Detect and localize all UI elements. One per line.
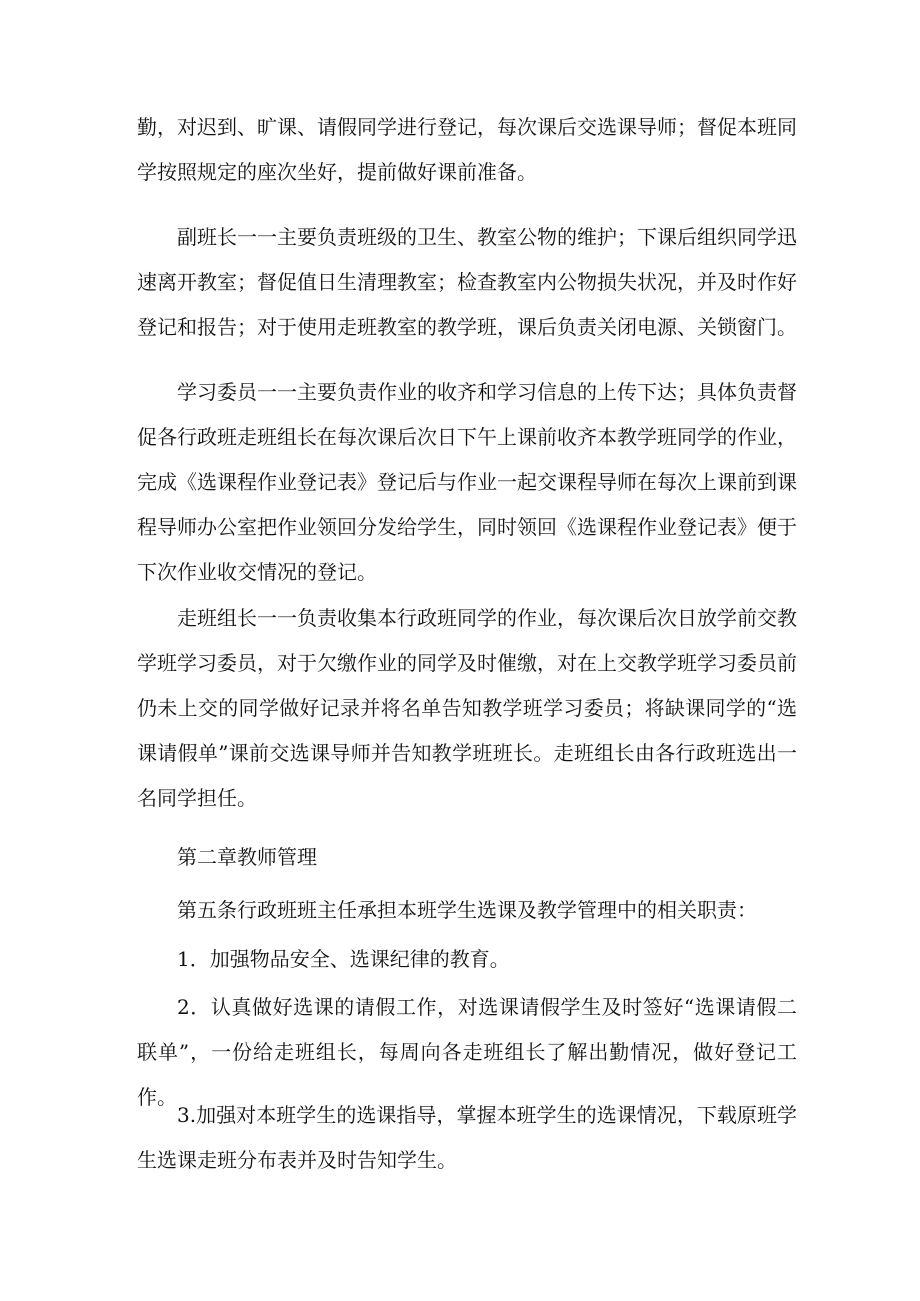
paragraph-group-leader: 走班组长一一负责收集本行政班同学的作业，每次课后次日放学前交教学班学习委员，对于欠缴作业的同学及时催缴，对在上交教学班学习委员前仍未上交的同学做好记录并将名单告知教学班学习委员；将缺课同学的“选课请假单”课前交选课导师并告知教学班班长。走班组长由各行政班选出一名同学担任。 [137,606,797,810]
paragraph-study-committee: 学习委员一一主要负责作业的收齐和学习信息的上传下达；具体负责督促各行政班走班组长在每次课后次日下午上课前收齐本教学班同学的作业，完成《选课程作业登记表》登记后与作业一起交课程导师在每次上课前到课程导师办公室把作业领回分发给学生，同时领回《选课程作业登记表》便于下次作业收交情况的登记。 [137,380,797,584]
paragraph-vice-monitor: 副班长一一主要负责班级的卫生、教室公物的维护；下课后组织同学迅速离开教室；督促值日生清理教室；检查教室内公物损失状况，并及时作好登记和报告；对于使用走班教室的教学班，课后负责关闭电源、关锁窗门。 [137,225,797,339]
article-five: 第五条行政班班主任承担本班学生选课及教学管理中的相关职责： [177,898,757,922]
paragraph-class-monitor-duties: 勤，对迟到、旷课、请假同学进行登记，每次课后交选课导师；督促本班同学按照规定的座次坐好，提前做好课前准备。 [137,115,797,184]
list-item-3: 3.加强对本班学生的选课指导，掌握本班学生的选课情况，下载原班学生选课走班分布表并及时告知学生。 [137,1103,797,1172]
list-item-2: 2．认真做好选课的请假工作，对选课请假学生及时签好“选课请假二联单”，一份给走班组长，每周向各走班组长了解出勤情况，做好登记工作。 [137,995,797,1109]
list-item-1: 1．加强物品安全、选课纪律的教育。 [177,947,510,971]
chapter-title: 第二章教师管理 [177,845,317,869]
